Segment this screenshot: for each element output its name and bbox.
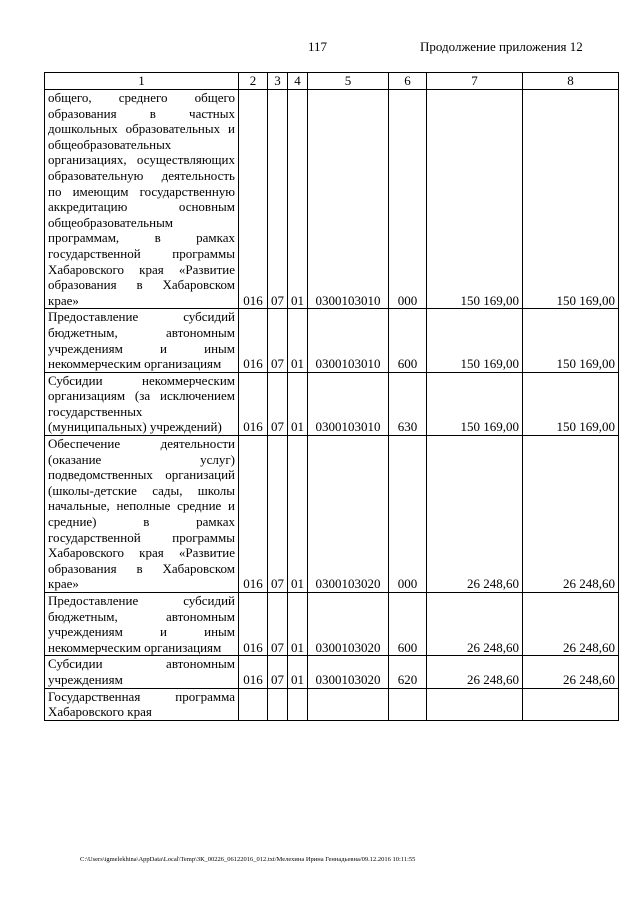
- row-name: Предоставление субсидий бюджетным, автономным учреждениям и иным некоммерческим организациям: [45, 593, 239, 656]
- continuation-header: Продолжение приложения 12: [420, 39, 583, 54]
- row-code: 07: [268, 372, 288, 435]
- row-code: 07: [268, 593, 288, 656]
- table-header-row: [45, 73, 619, 90]
- column-header: 5: [308, 73, 389, 90]
- row-amount: [523, 688, 619, 720]
- row-code: 016: [239, 436, 268, 593]
- row-amount: 150 169,00: [523, 309, 619, 372]
- row-amount: [427, 688, 523, 720]
- row-code: 07: [268, 90, 288, 309]
- row-amount: 26 248,60: [523, 436, 619, 593]
- row-code: 01: [288, 436, 308, 593]
- row-code: 016: [239, 372, 268, 435]
- row-amount: 150 169,00: [523, 90, 619, 309]
- row-code: 600: [389, 309, 427, 372]
- row-code: 630: [389, 372, 427, 435]
- table-row: [45, 309, 619, 372]
- column-header: 4: [288, 73, 308, 90]
- row-code: 0300103010: [308, 309, 389, 372]
- row-code: [389, 688, 427, 720]
- row-amount: 150 169,00: [427, 309, 523, 372]
- row-code: 000: [389, 436, 427, 593]
- row-code: 07: [268, 436, 288, 593]
- row-code: [288, 688, 308, 720]
- budget-table: [44, 72, 619, 721]
- row-name: Государственная программа Хабаровского края: [45, 688, 239, 720]
- column-header: 3: [268, 73, 288, 90]
- row-name: Обеспечение деятельности (оказание услуг) подведомственных организаций (школы-детские сады, школы начальные, неполные средние и средние) в рамках государственной программы Хабаровского края «Развитие образования в Хабаровском крае»: [45, 436, 239, 593]
- row-code: 01: [288, 372, 308, 435]
- row-code: 620: [389, 656, 427, 688]
- row-code: 01: [288, 90, 308, 309]
- row-code: [308, 688, 389, 720]
- column-header: 2: [239, 73, 268, 90]
- row-amount: 150 169,00: [427, 372, 523, 435]
- table-row: [45, 656, 619, 688]
- table-row: [45, 593, 619, 656]
- row-code: 0300103010: [308, 372, 389, 435]
- row-code: 000: [389, 90, 427, 309]
- column-header: 7: [427, 73, 523, 90]
- row-code: 01: [288, 656, 308, 688]
- row-amount: 26 248,60: [427, 436, 523, 593]
- page-number: 117: [308, 39, 328, 54]
- row-code: 016: [239, 593, 268, 656]
- row-code: 07: [268, 656, 288, 688]
- table-row: [45, 372, 619, 435]
- row-code: 0300103020: [308, 593, 389, 656]
- row-code: 0300103010: [308, 90, 389, 309]
- row-code: 01: [288, 309, 308, 372]
- row-amount: 26 248,60: [523, 593, 619, 656]
- row-code: 0300103020: [308, 436, 389, 593]
- row-amount: 150 169,00: [523, 372, 619, 435]
- table-row: [45, 436, 619, 593]
- column-header: 1: [45, 73, 239, 90]
- row-code: [239, 688, 268, 720]
- row-code: 016: [239, 90, 268, 309]
- row-name: Субсидии автономным учреждениям: [45, 656, 239, 688]
- row-code: 016: [239, 309, 268, 372]
- row-name: общего, среднего общего образования в частных дошкольных образовательных и общеобразовательных организациях, осуществляющих образовательную деятельность по имеющим государственную аккредитацию основным общеобразовательным программам, в рамках государственной программы Хабаровского края «Развитие образования в Хабаровском крае»: [45, 90, 239, 309]
- row-name: Субсидии некоммерческим организациям (за исключением государственных (муниципальных) учреждений): [45, 372, 239, 435]
- table-row: [45, 688, 619, 720]
- row-amount: 150 169,00: [427, 90, 523, 309]
- row-amount: 26 248,60: [427, 593, 523, 656]
- row-name: Предоставление субсидий бюджетным, автономным учреждениям и иным некоммерческим организациям: [45, 309, 239, 372]
- row-code: 0300103020: [308, 656, 389, 688]
- file-path-footer: C:\Users\igmelekhina\AppData\Local\Temp\ЗК_00226_06122016_012.txt/Мелехина Ирина Геннадьевна/09.12.2016 10:11:55: [80, 856, 416, 863]
- table-row: [45, 90, 619, 309]
- row-amount: 26 248,60: [523, 656, 619, 688]
- row-code: 600: [389, 593, 427, 656]
- column-header: 6: [389, 73, 427, 90]
- row-code: 016: [239, 656, 268, 688]
- row-code: [268, 688, 288, 720]
- row-code: 07: [268, 309, 288, 372]
- row-amount: 26 248,60: [427, 656, 523, 688]
- column-header: 8: [523, 73, 619, 90]
- row-code: 01: [288, 593, 308, 656]
